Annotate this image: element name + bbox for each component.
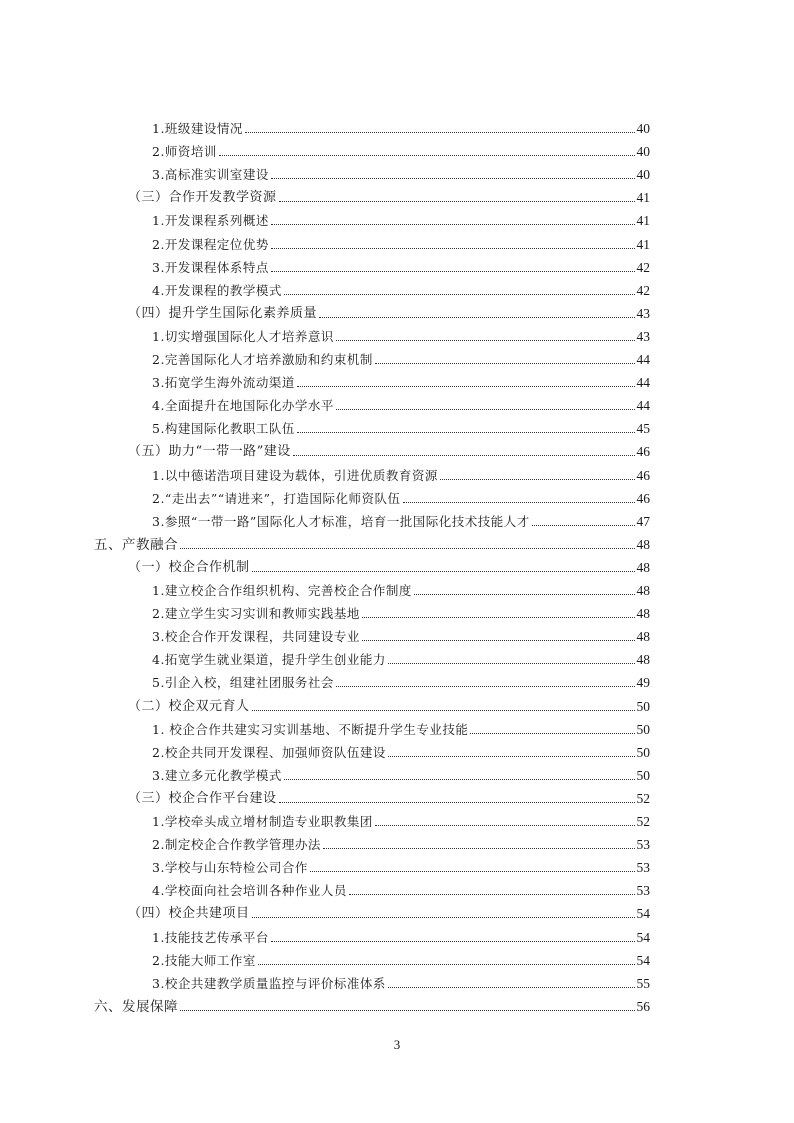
toc-entry-label: 1.建立校企合作组织机构、完善校企合作制度 <box>152 583 412 598</box>
toc-leader-dots <box>375 362 635 364</box>
toc-subsection-entry[interactable] <box>152 485 650 507</box>
toc-leader-dots <box>271 247 635 249</box>
toc-leader-dots <box>258 963 635 965</box>
toc-entry-page-number: 43 <box>636 305 650 321</box>
toc-section-entry[interactable] <box>128 300 650 322</box>
toc-subsection-entry[interactable] <box>152 831 650 853</box>
toc-subsection-entry[interactable] <box>152 392 650 414</box>
toc-leader-dots <box>279 200 635 202</box>
toc-entry-label: 1.开发课程系列概述 <box>152 213 269 229</box>
toc-leader-dots <box>180 547 635 549</box>
toc-subsection-entry[interactable] <box>152 231 650 253</box>
toc-leader-dots <box>284 293 635 295</box>
toc-section-entry[interactable] <box>128 554 650 576</box>
page-number: 3 <box>393 1037 401 1052</box>
toc-entry-label: 4.拓宽学生就业渠道，提升学生创业能力 <box>152 652 386 668</box>
toc-entry-page-number: 40 <box>636 167 650 183</box>
toc-leader-dots <box>252 916 635 918</box>
toc-chapter-entry[interactable] <box>94 993 650 1015</box>
toc-subsection-entry[interactable] <box>152 138 650 160</box>
toc-entry-label: 2.师资培训 <box>152 144 217 160</box>
toc-entry-label: 1.班级建设情况 <box>152 121 243 136</box>
toc-subsection-entry[interactable] <box>152 508 650 530</box>
toc-entry-label: 3.参照“一带一路”国际化人才标准，培育一批国际化技术技能人才 <box>152 513 530 529</box>
toc-entry-page-number: 44 <box>636 352 650 367</box>
toc-leader-dots <box>336 408 635 410</box>
toc-entry-label: 1.学校牵头成立增材制造专业职教集团 <box>152 814 373 829</box>
toc-subsection-entry[interactable] <box>152 947 650 969</box>
toc-entry-label: 4.全面提升在地国际化办学水平 <box>152 398 334 414</box>
toc-entry-label: 2.“走出去”“请进来”，打造国际化师资队伍 <box>152 490 401 506</box>
toc-entry-page-number: 40 <box>636 121 650 136</box>
toc-chapter-entry[interactable] <box>94 531 650 553</box>
toc-entry-page-number: 55 <box>636 975 650 991</box>
toc-leader-dots <box>252 709 635 711</box>
toc-entry-page-number: 40 <box>636 144 650 160</box>
toc-leader-dots <box>336 685 635 687</box>
toc-leader-dots <box>219 154 635 156</box>
toc-entry-label: 3.学校与山东特检公司合作 <box>152 860 308 876</box>
toc-entry-label: 3.开发课程体系特点 <box>152 259 269 275</box>
toc-entry-page-number: 48 <box>636 629 650 645</box>
toc-leader-dots <box>297 431 635 433</box>
toc-leader-dots <box>375 824 635 826</box>
toc-leader-dots <box>252 570 635 572</box>
toc-entry-page-number: 50 <box>636 721 650 737</box>
toc-subsection-entry[interactable] <box>152 254 650 276</box>
toc-leader-dots <box>362 639 635 641</box>
toc-entry-label: 2.校企共同开发课程、加强师资队伍建设 <box>152 744 386 760</box>
toc-leader-dots <box>310 870 635 872</box>
toc-leader-dots <box>297 385 635 387</box>
toc-subsection-entry[interactable] <box>152 646 650 668</box>
toc-entry-page-number: 45 <box>636 421 650 437</box>
toc-entry-page-number: 53 <box>636 837 650 853</box>
toc-section-entry[interactable] <box>128 785 650 807</box>
toc-section-entry[interactable] <box>128 438 650 460</box>
toc-entry-page-number: 44 <box>636 375 650 391</box>
toc-subsection-entry[interactable] <box>152 669 650 691</box>
toc-entry-page-number: 56 <box>636 998 650 1014</box>
toc-leader-dots <box>362 616 635 618</box>
toc-leader-dots <box>470 732 634 734</box>
toc-entry-label: 3.校企共建教学质量监控与评价标准体系 <box>152 975 386 991</box>
toc-entry-page-number: 42 <box>636 259 650 275</box>
toc-entry-page-number: 53 <box>636 860 650 876</box>
toc-entry-page-number: 48 <box>636 652 650 668</box>
toc-leader-dots <box>403 501 635 503</box>
toc-subsection-entry[interactable] <box>152 716 650 738</box>
toc-entry-label: 2.制定校企合作教学管理办法 <box>152 837 321 853</box>
toc-leader-dots <box>245 131 635 133</box>
toc-subsection-entry[interactable] <box>152 462 650 484</box>
toc-leader-dots <box>271 270 635 272</box>
toc-leader-dots <box>349 893 635 895</box>
toc-subsection-entry[interactable] <box>152 577 650 599</box>
toc-entry-label: 1.切实增强国际化人才培养意识 <box>152 328 334 344</box>
toc-entry-label: （五）助力“一带一路”建设 <box>128 444 291 460</box>
toc-leader-dots <box>388 986 635 988</box>
toc-entry-label: 1. 校企合作共建实习实训基地、不断提升学生专业技能 <box>152 721 469 737</box>
toc-leader-dots <box>532 524 635 526</box>
toc-subsection-entry[interactable] <box>152 346 650 368</box>
toc-leader-dots <box>279 801 635 803</box>
toc-subsection-entry[interactable] <box>152 739 650 761</box>
toc-subsection-entry[interactable] <box>152 877 650 899</box>
toc-leader-dots <box>414 593 635 595</box>
toc-entry-label: 2.技能大师工作室 <box>152 952 256 968</box>
toc-leader-dots <box>336 339 635 341</box>
toc-entry-page-number: 52 <box>636 790 650 806</box>
toc-entry-label: 3.高标准实训室建设 <box>152 167 269 183</box>
toc-entry-page-number: 53 <box>636 883 650 899</box>
toc-section-entry[interactable] <box>128 693 650 715</box>
toc-entry-page-number: 47 <box>636 513 650 529</box>
toc-entry-page-number: 50 <box>636 767 650 783</box>
toc-entry-label: 4.学校面向社会培训各种作业人员 <box>152 883 347 899</box>
toc-entry-label: 5.构建国际化教职工队伍 <box>152 421 295 437</box>
toc-entry-label: 3.建立多元化教学模式 <box>152 767 282 783</box>
toc-subsection-entry[interactable] <box>152 115 650 137</box>
toc-entry-page-number: 43 <box>636 328 650 344</box>
toc-subsection-entry[interactable] <box>152 970 650 992</box>
toc-entry-label: 六、发展保障 <box>94 998 178 1015</box>
toc-entry-page-number: 42 <box>636 282 650 298</box>
toc-subsection-entry[interactable] <box>152 207 650 229</box>
toc-entry-page-number: 46 <box>636 444 650 460</box>
toc-subsection-entry[interactable] <box>152 323 650 345</box>
toc-leader-dots <box>440 478 635 480</box>
toc-subsection-entry[interactable] <box>152 924 650 946</box>
toc-entry-label: 2.建立学生实习实训和教师实践基地 <box>152 606 360 622</box>
toc-entry-label: （四）校企共建项目 <box>128 906 250 922</box>
toc-entry-page-number: 48 <box>636 583 650 598</box>
toc-entry-label: 2.开发课程定位优势 <box>152 236 269 252</box>
toc-entry-page-number: 52 <box>636 814 650 829</box>
toc-entry-page-number: 50 <box>636 744 650 760</box>
toc-subsection-entry[interactable] <box>152 808 650 830</box>
toc-entry-page-number: 54 <box>636 929 650 945</box>
toc-entry-label: （二）校企双元育人 <box>128 698 250 714</box>
toc-subsection-entry[interactable] <box>152 161 650 183</box>
toc-entry-page-number: 49 <box>636 675 650 691</box>
toc-subsection-entry[interactable] <box>152 623 650 645</box>
toc-entry-label: 4.开发课程的教学模式 <box>152 282 282 298</box>
toc-section-entry[interactable] <box>128 184 650 206</box>
toc-leader-dots <box>271 940 635 942</box>
toc-entry-label: 1.技能技艺传承平台 <box>152 929 269 945</box>
toc-leader-dots <box>180 1009 635 1011</box>
toc-entry-page-number: 44 <box>636 398 650 414</box>
toc-entry-page-number: 54 <box>636 906 650 922</box>
toc-entry-page-number: 48 <box>636 536 650 552</box>
toc-entry-label: 五、产教融合 <box>94 536 178 553</box>
toc-entry-page-number: 48 <box>636 559 650 575</box>
toc-subsection-entry[interactable] <box>152 600 650 622</box>
toc-leader-dots <box>284 778 635 780</box>
toc-entry-label: 3.拓宽学生海外流动渠道 <box>152 375 295 391</box>
toc-entry-label: 2.完善国际化人才培养激励和约束机制 <box>152 352 373 367</box>
toc-section-entry[interactable] <box>128 900 650 922</box>
toc-entry-page-number: 50 <box>636 698 650 714</box>
toc-entry-label: （一）校企合作机制 <box>128 559 250 575</box>
toc-entry-page-number: 48 <box>636 606 650 622</box>
toc-leader-dots <box>388 662 635 664</box>
toc-entry-label: 1.以中德诺浩项目建设为载体，引进优质教育资源 <box>152 467 438 483</box>
toc-leader-dots <box>323 847 635 849</box>
toc-leader-dots <box>319 316 634 318</box>
toc-entry-label: （三）校企合作平台建设 <box>128 790 277 806</box>
toc-entry-label: 3.校企合作开发课程，共同建设专业 <box>152 629 360 645</box>
toc-entry-page-number: 41 <box>636 236 650 252</box>
toc-subsection-entry[interactable] <box>152 369 650 391</box>
toc-subsection-entry[interactable] <box>152 762 650 784</box>
toc-entry-page-number: 41 <box>636 213 650 229</box>
toc-leader-dots <box>271 177 635 179</box>
toc-leader-dots <box>293 454 635 456</box>
toc-leader-dots <box>271 223 635 225</box>
toc-subsection-entry[interactable] <box>152 415 650 437</box>
toc-leader-dots <box>388 755 635 757</box>
toc-entry-page-number: 46 <box>636 490 650 506</box>
toc-subsection-entry[interactable] <box>152 277 650 299</box>
toc-entry-label: （三）合作开发教学资源 <box>128 190 277 206</box>
toc-entry-page-number: 46 <box>636 467 650 483</box>
toc-entry-label: 5.引企入校，组建社团服务社会 <box>152 675 334 691</box>
toc-entry-label: （四）提升学生国际化素养质量 <box>128 305 318 321</box>
toc-entry-page-number: 54 <box>636 952 650 968</box>
toc-entry-page-number: 41 <box>636 190 650 206</box>
toc-subsection-entry[interactable] <box>152 854 650 876</box>
